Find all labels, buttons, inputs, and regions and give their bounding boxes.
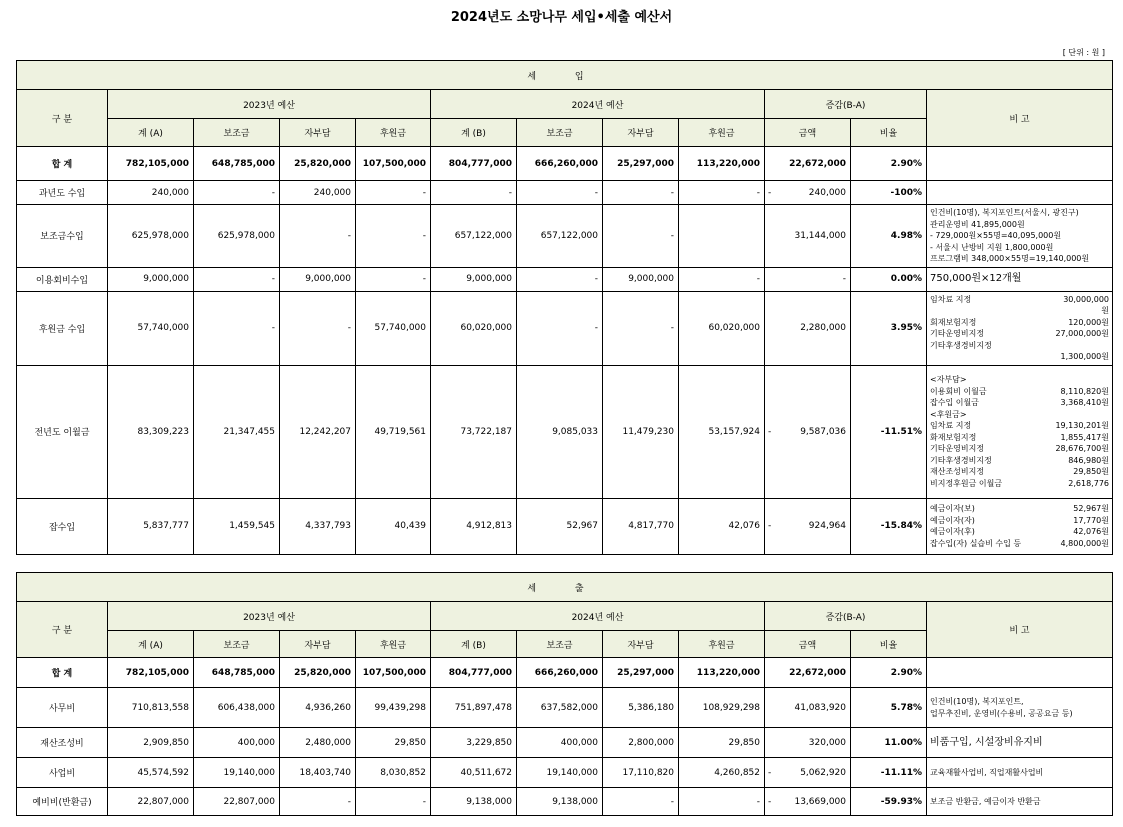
note-line bbox=[930, 317, 1109, 329]
note-line: 업무추진비, 운영비(수용비, 공공요금 등) bbox=[930, 708, 1073, 718]
value-cell: 60,020,000 bbox=[431, 291, 517, 365]
table-row bbox=[17, 788, 1113, 816]
value-cell bbox=[679, 205, 765, 268]
remarks-cell bbox=[927, 365, 1113, 498]
sum-a-header: 계 (A) bbox=[108, 119, 194, 147]
table-row bbox=[17, 147, 1113, 181]
value-cell: 25,297,000 bbox=[603, 147, 679, 181]
value-cell: - bbox=[679, 267, 765, 291]
note-label: <자부담> bbox=[930, 375, 967, 384]
note-line bbox=[930, 351, 1109, 363]
expense-section-header: 세 출 bbox=[17, 573, 1113, 602]
value-text: 5,062,920 bbox=[800, 767, 846, 778]
value-cell: 710,813,558 bbox=[108, 688, 194, 728]
value-cell: 320,000 bbox=[765, 728, 851, 758]
value-cell: - bbox=[679, 788, 765, 816]
value-cell: - bbox=[603, 788, 679, 816]
value-cell: 22,807,000 bbox=[194, 788, 280, 816]
value-cell: 107,500,000 bbox=[356, 147, 431, 181]
table-row bbox=[17, 365, 1113, 498]
note-label: <후원금> bbox=[930, 409, 967, 419]
negative-mark: - bbox=[768, 796, 772, 807]
value-cell: - bbox=[431, 181, 517, 205]
value-cell: 2,800,000 bbox=[603, 728, 679, 758]
value-cell: 782,105,000 bbox=[108, 147, 194, 181]
note-line bbox=[930, 478, 1109, 490]
note-value: 30,000,000 bbox=[1063, 294, 1109, 304]
row-label: 이용회비수입 bbox=[17, 267, 108, 291]
unit-label: [ 단위 : 원 ] bbox=[1062, 48, 1105, 57]
year-2024-header: 2024년 예산 bbox=[431, 602, 765, 631]
value-cell: 0.00% bbox=[851, 267, 927, 291]
value-text: 9,587,036 bbox=[800, 426, 846, 437]
value-cell: 57,740,000 bbox=[356, 291, 431, 365]
value-text: 13,669,000 bbox=[794, 796, 846, 807]
value-cell: 2.90% bbox=[851, 658, 927, 688]
value-cell: 1,459,545 bbox=[194, 498, 280, 554]
negative-mark: - bbox=[768, 767, 772, 778]
value-cell: - bbox=[280, 205, 356, 268]
note-value: 19,130,201원 bbox=[1055, 421, 1109, 430]
remarks-header: 비 고 bbox=[927, 90, 1113, 147]
note-value: 120,000원 bbox=[1068, 317, 1109, 327]
table-row bbox=[17, 728, 1113, 758]
value-cell: 40,439 bbox=[356, 498, 431, 554]
value-cell: 4,260,852 bbox=[679, 758, 765, 788]
value-cell: 83,309,223 bbox=[108, 365, 194, 498]
value-cell: 751,897,478 bbox=[431, 688, 517, 728]
table-row bbox=[17, 267, 1113, 291]
row-label: 재산조성비 bbox=[17, 728, 108, 758]
note-line: 인건비(10명), 복지포인트, bbox=[930, 697, 1024, 706]
value-cell: 9,138,000 bbox=[431, 788, 517, 816]
remarks-header: 비 고 bbox=[927, 602, 1113, 658]
support-header: 후원금 bbox=[356, 631, 431, 658]
expense-table bbox=[16, 572, 1113, 816]
note-label: 회재보험지정 bbox=[930, 317, 977, 327]
table-row bbox=[17, 688, 1113, 728]
change-header: 증감(B-A) bbox=[765, 90, 927, 119]
value-cell: 12,242,207 bbox=[280, 365, 356, 498]
value-cell: -11.51% bbox=[851, 365, 927, 498]
value-cell: 4,936,260 bbox=[280, 688, 356, 728]
value-cell: 113,220,000 bbox=[679, 147, 765, 181]
value-cell: 19,140,000 bbox=[194, 758, 280, 788]
value-cell: 45,574,592 bbox=[108, 758, 194, 788]
value-cell: 400,000 bbox=[194, 728, 280, 758]
value-cell: - bbox=[603, 291, 679, 365]
value-cell: 21,347,455 bbox=[194, 365, 280, 498]
value-cell: 29,850 bbox=[679, 728, 765, 758]
note-value: 42,076원 bbox=[1073, 527, 1109, 536]
category-header: 구 분 bbox=[17, 602, 108, 658]
note-label: 비지정후원금 이월금 bbox=[930, 478, 1003, 488]
note-label: 화재보험지정 bbox=[930, 432, 977, 442]
subsidy-header: 보조금 bbox=[194, 119, 280, 147]
income-table bbox=[16, 60, 1113, 555]
value-cell: 240,000 bbox=[108, 181, 194, 205]
note-line bbox=[930, 328, 1109, 340]
table-row bbox=[17, 181, 1113, 205]
value-cell: 99,439,298 bbox=[356, 688, 431, 728]
note-value: 52,967원 bbox=[1073, 504, 1109, 513]
value-cell: 657,122,000 bbox=[431, 205, 517, 268]
note-line bbox=[930, 455, 1109, 467]
value-cell: - bbox=[356, 788, 431, 816]
subsidy-header: 보조금 bbox=[194, 631, 280, 658]
value-cell: - bbox=[517, 181, 603, 205]
value-cell: - bbox=[517, 267, 603, 291]
value-cell bbox=[765, 498, 851, 554]
note-line: 교육재활사업비, 직업재활사업비 bbox=[930, 767, 1044, 777]
value-cell: 108,929,298 bbox=[679, 688, 765, 728]
self-header: 자부담 bbox=[603, 631, 679, 658]
value-cell: 29,850 bbox=[356, 728, 431, 758]
sum-b-header: 계 (B) bbox=[431, 631, 517, 658]
value-cell: 3.95% bbox=[851, 291, 927, 365]
note-line bbox=[930, 432, 1109, 444]
value-cell: 113,220,000 bbox=[679, 658, 765, 688]
ratio-header: 비율 bbox=[851, 631, 927, 658]
note-value: 29,850원 bbox=[1073, 467, 1109, 476]
value-cell: 107,500,000 bbox=[356, 658, 431, 688]
table-row bbox=[17, 758, 1113, 788]
note-value: 17,770원 bbox=[1073, 515, 1109, 525]
row-label: 예비비(반환금) bbox=[17, 788, 108, 816]
value-cell bbox=[765, 758, 851, 788]
year-2023-header: 2023년 예산 bbox=[108, 602, 431, 631]
value-cell: - bbox=[194, 291, 280, 365]
note-value: 1,300,000원 bbox=[1060, 352, 1109, 361]
value-cell bbox=[765, 788, 851, 816]
row-label: 잡수입 bbox=[17, 498, 108, 554]
value-cell: 9,138,000 bbox=[517, 788, 603, 816]
note-label: 예금이자(후) bbox=[930, 527, 975, 536]
remarks-cell: 750,000원×12개월 bbox=[927, 267, 1113, 291]
remarks-cell bbox=[927, 205, 1113, 268]
self-header: 자부담 bbox=[280, 119, 356, 147]
remarks-cell bbox=[927, 728, 1113, 758]
support-header: 후원금 bbox=[679, 631, 765, 658]
note-label: 이용회비 이월금 bbox=[930, 386, 987, 396]
note-label: 임차료 지정 bbox=[930, 421, 972, 430]
row-label: 후원금 수입 bbox=[17, 291, 108, 365]
note-label: 잡수입 이월금 bbox=[930, 398, 979, 407]
note-line bbox=[930, 466, 1109, 478]
value-cell: - bbox=[356, 181, 431, 205]
value-cell: - bbox=[280, 788, 356, 816]
note-line bbox=[930, 538, 1109, 550]
value-cell: 625,978,000 bbox=[194, 205, 280, 268]
note-line: 관리운영비 41,895,000원 bbox=[930, 219, 1025, 229]
note-value: 원 bbox=[1101, 306, 1109, 315]
value-cell: 9,000,000 bbox=[603, 267, 679, 291]
value-cell: 53,157,924 bbox=[679, 365, 765, 498]
value-cell: 25,297,000 bbox=[603, 658, 679, 688]
value-cell: 648,785,000 bbox=[194, 147, 280, 181]
value-cell: 240,000 bbox=[280, 181, 356, 205]
value-cell: 25,820,000 bbox=[280, 658, 356, 688]
value-text: 240,000 bbox=[808, 187, 846, 198]
note-line bbox=[930, 443, 1109, 455]
negative-mark: - bbox=[768, 521, 772, 531]
negative-mark: - bbox=[768, 187, 772, 198]
amount-header: 금액 bbox=[765, 631, 851, 658]
value-cell: -59.93% bbox=[851, 788, 927, 816]
note-label: 기타후생경비지정 bbox=[930, 455, 992, 465]
value-text: 924,964 bbox=[808, 521, 846, 531]
value-cell: 60,020,000 bbox=[679, 291, 765, 365]
value-cell: 9,000,000 bbox=[280, 267, 356, 291]
note-line bbox=[930, 515, 1109, 527]
value-cell: 19,140,000 bbox=[517, 758, 603, 788]
remarks-cell bbox=[927, 291, 1113, 365]
value-cell: -11.11% bbox=[851, 758, 927, 788]
value-cell: 25,820,000 bbox=[280, 147, 356, 181]
value-cell: 17,110,820 bbox=[603, 758, 679, 788]
income-section-header: 세 입 bbox=[17, 61, 1113, 90]
value-cell: 804,777,000 bbox=[431, 658, 517, 688]
row-label: 사무비 bbox=[17, 688, 108, 728]
table-row bbox=[17, 498, 1113, 554]
note-line bbox=[930, 305, 1109, 317]
value-cell: 2,480,000 bbox=[280, 728, 356, 758]
note-line: 보조금 반환금, 예금이자 반환금 bbox=[930, 796, 1041, 806]
value-cell: -100% bbox=[851, 181, 927, 205]
note-line bbox=[930, 526, 1109, 538]
value-cell: 4,912,813 bbox=[431, 498, 517, 554]
note-line bbox=[930, 397, 1109, 409]
year-2023-header: 2023년 예산 bbox=[108, 90, 431, 119]
value-cell: 31,144,000 bbox=[765, 205, 851, 268]
note-line: 비품구입, 시설장비유지비 bbox=[930, 736, 1043, 748]
note-label: 기타운영비지정 bbox=[930, 329, 985, 338]
note-label: 예금이자(보) bbox=[930, 504, 975, 513]
remarks-cell bbox=[927, 658, 1113, 688]
note-line bbox=[930, 503, 1109, 515]
note-line: - 서울시 난방비 지원 1,800,000원 bbox=[930, 242, 1054, 252]
value-cell: 666,260,000 bbox=[517, 658, 603, 688]
value-cell: 657,122,000 bbox=[517, 205, 603, 268]
note-label: 잡수입(자) 실습비 수입 등 bbox=[930, 538, 1022, 548]
category-header: 구 분 bbox=[17, 90, 108, 147]
note-value: 4,800,000원 bbox=[1060, 538, 1109, 548]
value-cell: 42,076 bbox=[679, 498, 765, 554]
value-cell: 2,280,000 bbox=[765, 291, 851, 365]
value-cell: 5,837,777 bbox=[108, 498, 194, 554]
value-cell: 5.78% bbox=[851, 688, 927, 728]
value-cell bbox=[765, 365, 851, 498]
row-label: 전년도 이월금 bbox=[17, 365, 108, 498]
support-header: 후원금 bbox=[679, 119, 765, 147]
value-cell: 52,967 bbox=[517, 498, 603, 554]
table-row bbox=[17, 658, 1113, 688]
value-cell: 2,909,850 bbox=[108, 728, 194, 758]
value-cell: 57,740,000 bbox=[108, 291, 194, 365]
subsidy-header: 보조금 bbox=[517, 119, 603, 147]
value-cell: 782,105,000 bbox=[108, 658, 194, 688]
value-cell bbox=[765, 181, 851, 205]
total-label: 합 계 bbox=[17, 147, 108, 181]
value-cell: 73,722,187 bbox=[431, 365, 517, 498]
value-cell: - bbox=[280, 291, 356, 365]
value-cell: 49,719,561 bbox=[356, 365, 431, 498]
value-cell: 637,582,000 bbox=[517, 688, 603, 728]
negative-mark: - bbox=[768, 426, 772, 437]
self-header: 자부담 bbox=[280, 631, 356, 658]
value-cell: - bbox=[603, 181, 679, 205]
remarks-cell bbox=[927, 758, 1113, 788]
support-header: 후원금 bbox=[356, 119, 431, 147]
amount-header: 금액 bbox=[765, 119, 851, 147]
note-line bbox=[930, 420, 1109, 432]
page-title: 2024년도 소망나무 세입•세출 예산서 bbox=[450, 10, 673, 25]
note-line bbox=[930, 374, 1109, 386]
note-line: 인건비(10명), 복지포인트(서울시, 광진구) bbox=[930, 208, 1079, 217]
value-cell: 40,511,672 bbox=[431, 758, 517, 788]
value-cell: 9,000,000 bbox=[108, 267, 194, 291]
value-cell: 804,777,000 bbox=[431, 147, 517, 181]
note-value: 2,618,776 bbox=[1068, 478, 1109, 488]
value-cell: 4.98% bbox=[851, 205, 927, 268]
self-header: 자부담 bbox=[603, 119, 679, 147]
value-cell: - bbox=[517, 291, 603, 365]
value-cell: 625,978,000 bbox=[108, 205, 194, 268]
value-cell: - bbox=[356, 267, 431, 291]
note-line: 프로그램비 348,000×55명=19,140,000원 bbox=[930, 254, 1090, 263]
value-cell: 4,817,770 bbox=[603, 498, 679, 554]
note-label: 임차료 지정 bbox=[930, 294, 972, 304]
year-2024-header: 2024년 예산 bbox=[431, 90, 765, 119]
value-cell: 400,000 bbox=[517, 728, 603, 758]
value-cell: 22,807,000 bbox=[108, 788, 194, 816]
note-line bbox=[930, 409, 1109, 421]
subsidy-header: 보조금 bbox=[517, 631, 603, 658]
value-cell: - bbox=[194, 181, 280, 205]
remarks-cell bbox=[927, 788, 1113, 816]
remarks-cell bbox=[927, 181, 1113, 205]
note-value: 1,855,417원 bbox=[1060, 432, 1109, 442]
ratio-header: 비율 bbox=[851, 119, 927, 147]
note-value: 28,676,700원 bbox=[1055, 444, 1109, 453]
note-line: - 729,000원×55명=40,095,000원 bbox=[930, 231, 1062, 240]
note-value: 27,000,000원 bbox=[1055, 329, 1109, 338]
note-label: 재산조성비지정 bbox=[930, 467, 985, 476]
value-cell: -15.84% bbox=[851, 498, 927, 554]
total-label: 합 계 bbox=[17, 658, 108, 688]
note-value: 8,110,820원 bbox=[1060, 386, 1109, 396]
remarks-cell bbox=[927, 688, 1113, 728]
value-cell: - bbox=[356, 205, 431, 268]
value-cell: 11,479,230 bbox=[603, 365, 679, 498]
value-cell: - bbox=[603, 205, 679, 268]
value-cell: 606,438,000 bbox=[194, 688, 280, 728]
value-cell: 41,083,920 bbox=[765, 688, 851, 728]
value-cell: 8,030,852 bbox=[356, 758, 431, 788]
remarks-cell bbox=[927, 498, 1113, 554]
note-line bbox=[930, 340, 1109, 352]
note-label: 예금이자(자) bbox=[930, 515, 975, 525]
value-cell: 22,672,000 bbox=[765, 147, 851, 181]
row-label: 사업비 bbox=[17, 758, 108, 788]
value-cell: 4,337,793 bbox=[280, 498, 356, 554]
value-cell: - bbox=[194, 267, 280, 291]
value-cell: - bbox=[765, 267, 851, 291]
change-header: 증감(B-A) bbox=[765, 602, 927, 631]
note-line bbox=[930, 386, 1109, 398]
note-line bbox=[930, 294, 1109, 306]
value-cell: 3,229,850 bbox=[431, 728, 517, 758]
row-label: 과년도 수입 bbox=[17, 181, 108, 205]
value-cell: 2.90% bbox=[851, 147, 927, 181]
row-label: 보조금수입 bbox=[17, 205, 108, 268]
value-cell: 648,785,000 bbox=[194, 658, 280, 688]
note-label: 기타운영비지정 bbox=[930, 444, 985, 453]
value-cell: 22,672,000 bbox=[765, 658, 851, 688]
value-cell: 9,000,000 bbox=[431, 267, 517, 291]
table-row bbox=[17, 291, 1113, 365]
sum-a-header: 계 (A) bbox=[108, 631, 194, 658]
value-cell: - bbox=[679, 181, 765, 205]
sum-b-header: 계 (B) bbox=[431, 119, 517, 147]
value-cell: 18,403,740 bbox=[280, 758, 356, 788]
value-cell: 666,260,000 bbox=[517, 147, 603, 181]
note-label: 기타후생경비지정 bbox=[930, 340, 992, 350]
value-cell: 5,386,180 bbox=[603, 688, 679, 728]
value-cell: 9,085,033 bbox=[517, 365, 603, 498]
value-cell: 11.00% bbox=[851, 728, 927, 758]
note-value: 846,980원 bbox=[1068, 455, 1109, 465]
table-row bbox=[17, 205, 1113, 268]
remarks-cell bbox=[927, 147, 1113, 181]
note-value: 3,368,410원 bbox=[1060, 398, 1109, 407]
